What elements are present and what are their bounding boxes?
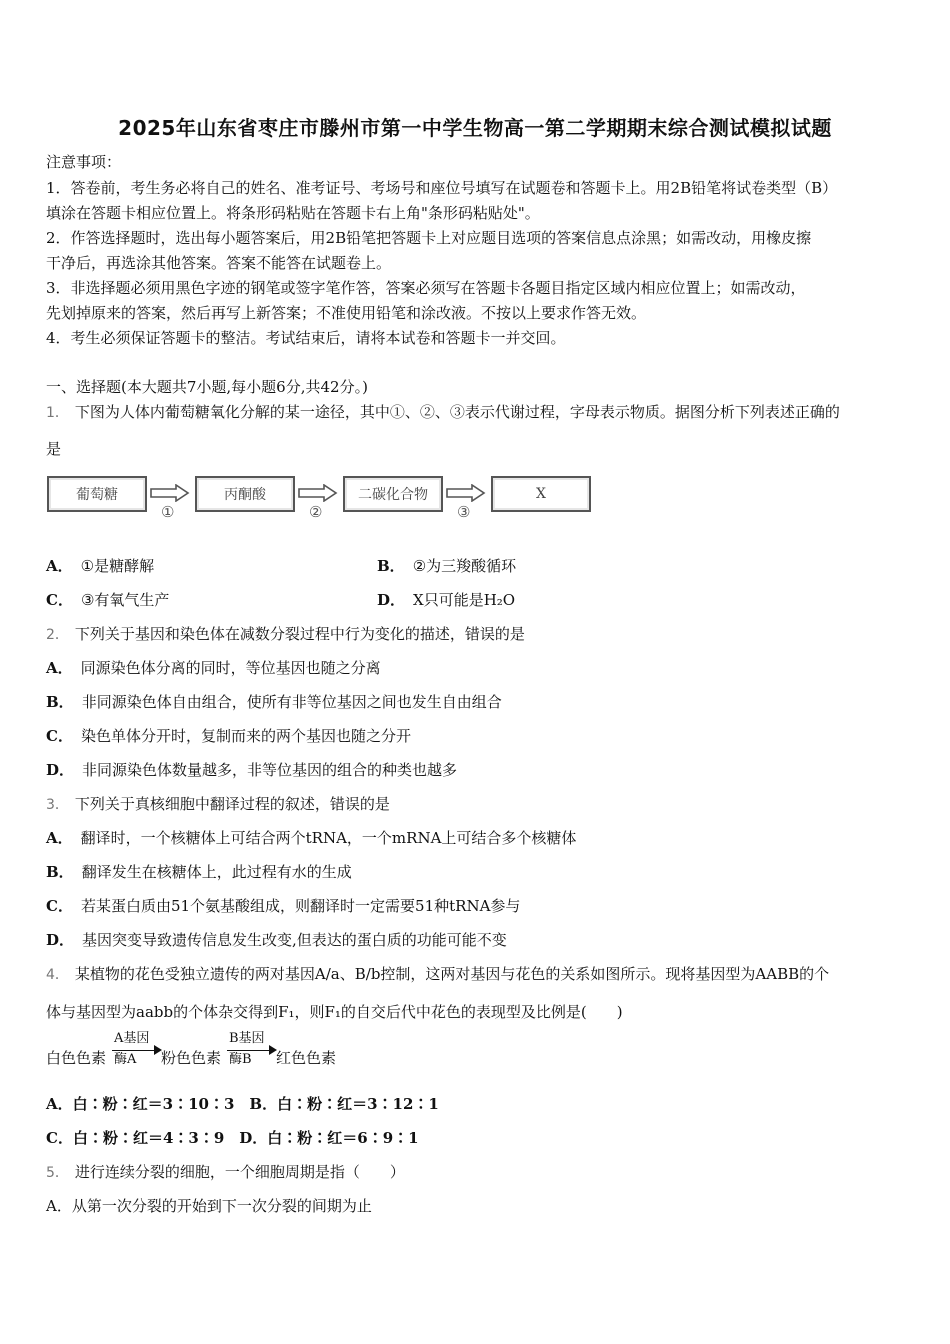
q5-option-a[interactable]: A．从第一次分裂的开始到下一次分裂的间期为止: [46, 1197, 372, 1215]
q3-option-c[interactable]: C． 若某蛋白质由51个氨基酸组成，则翻译时一定需要51种tRNA参与: [46, 897, 521, 915]
question-number: 4．: [46, 967, 69, 983]
question-4-cont: 体与基因型为aabb的个体杂交得到F₁，则F₁的自交后代中花色的表现型及比例是( ): [46, 1003, 623, 1021]
pathway-arrow-1: [112, 1050, 158, 1051]
pathway-enzyme-a: 酶A: [114, 1052, 137, 1067]
question-number: 5．: [46, 1165, 69, 1181]
q2-option-a[interactable]: A． 同源染色体分离的同时，等位基因也随之分离: [46, 659, 381, 677]
flow-arrow-1-icon: [150, 484, 190, 502]
pathway-gene-a: A基因: [114, 1031, 150, 1046]
q1-option-b[interactable]: B． ②为三羧酸循环: [377, 557, 517, 575]
pathway-arrow-2: [227, 1050, 273, 1051]
question-number: 2．: [46, 627, 69, 643]
notice-line-6: 先划掉原来的答案，然后再写上新答案；不准使用铅笔和涂改液。不按以上要求作答无效。: [46, 304, 647, 322]
flow-step-2: ②: [309, 503, 323, 521]
question-text: 某植物的花色受独立遗传的两对基因A/a、B/b控制，这两对基因与花色的关系如图所示。现将基因型为AABB的个: [74, 965, 830, 983]
q3-option-b[interactable]: B． 翻译发生在核糖体上，此过程有水的生成: [46, 863, 352, 881]
page-title: 2025年山东省枣庄市滕州市第一中学生物高一第二学期期末综合测试模拟试题: [118, 116, 832, 140]
question-3: [46, 794, 390, 815]
q4-options-row-1[interactable]: A．白∶粉∶红＝3∶10∶3 B．白∶粉∶红＝3∶12∶1: [46, 1095, 439, 1113]
q1-option-c[interactable]: C． ③有氧气生产: [46, 591, 170, 609]
flow-box-glucose: 葡萄糖: [47, 476, 147, 512]
notice-heading: 注意事项：: [46, 153, 122, 171]
notice-line-5: 3．非选择题必须用黑色字迹的钢笔或签字笔作答，答案必须写在答题卡各题目指定区域内相应位置上；如需改动，: [46, 279, 806, 297]
flow-box-x: X: [491, 476, 591, 512]
q1-option-a[interactable]: A． ①是糖酵解: [46, 557, 155, 575]
notice-line-2: 填涂在答题卡相应位置上。将条形码粘贴在答题卡右上角"条形码粘贴处"。: [46, 204, 540, 222]
question-number: 3．: [46, 797, 69, 813]
flow-box-c2-compound: 二碳化合物: [343, 476, 443, 512]
question-text: 下图为人体内葡萄糖氧化分解的某一途径，其中①、②、③表示代谢过程，字母表示物质。据图分析下列表述正确的: [74, 403, 840, 421]
question-4: [46, 964, 829, 985]
question-5: [46, 1162, 405, 1183]
flow-step-1: ①: [161, 503, 175, 521]
flow-step-3: ③: [457, 503, 471, 521]
notice-line-1: 1．答卷前，考生务必将自己的姓名、准考证号、考场号和座位号填写在试题卷和答题卡上。用2B铅笔将试卷类型（B）: [46, 179, 838, 197]
question-text: 下列关于基因和染色体在减数分裂过程中行为变化的描述，错误的是: [74, 625, 525, 643]
question-1: [46, 402, 840, 423]
question-text: 进行连续分裂的细胞，一个细胞周期是指（ ）: [74, 1163, 405, 1181]
flow-arrow-3-icon: [446, 484, 486, 502]
q2-option-d[interactable]: D． 非同源染色体数量越多，非等位基因的组合的种类也越多: [46, 761, 458, 779]
flow-box-pyruvate: 丙酮酸: [195, 476, 295, 512]
q2-option-c[interactable]: C． 染色单体分开时，复制而来的两个基因也随之分开: [46, 727, 411, 745]
notice-line-3: 2．作答选择题时，选出每小题答案后，用2B铅笔把答题卡上对应题目选项的答案信息点涂黑；如需改动，用橡皮擦: [46, 229, 812, 247]
notice-line-4: 干净后，再选涂其他答案。答案不能答在试题卷上。: [46, 254, 392, 272]
q2-option-b[interactable]: B． 非同源染色体自由组合，使所有非等位基因之间也发生自由组合: [46, 693, 502, 711]
question-number: 1．: [46, 405, 69, 421]
pathway-pink: 粉色色素: [161, 1049, 222, 1067]
question-text: 下列关于真核细胞中翻译过程的叙述，错误的是: [74, 795, 390, 813]
q3-option-a[interactable]: A． 翻译时，一个核糖体上可结合两个tRNA，一个mRNA上可结合多个核糖体: [46, 829, 577, 847]
question-2: [46, 624, 525, 645]
flow-arrow-2-icon: [298, 484, 338, 502]
pathway-gene-b: B基因: [229, 1031, 265, 1046]
section-heading: 一、选择题(本大题共7小题,每小题6分,共42分。): [46, 378, 368, 396]
pathway-enzyme-b: 酶B: [229, 1052, 252, 1067]
q3-option-d[interactable]: D． 基因突变导致遗传信息发生改变,但表达的蛋白质的功能可能不变: [46, 931, 507, 949]
question-1-cont: 是: [46, 440, 62, 458]
pathway-red: 红色色素: [276, 1049, 337, 1067]
pathway-white: 白色色素: [46, 1049, 107, 1067]
q1-option-d[interactable]: D． X只可能是H₂O: [377, 591, 516, 609]
q4-options-row-2[interactable]: C．白∶粉∶红＝4∶3∶9 D．白∶粉∶红＝6∶9∶1: [46, 1129, 419, 1147]
notice-line-7: 4．考生必须保证答题卡的整洁。考试结束后，请将本试卷和答题卡一并交回。: [46, 329, 566, 347]
